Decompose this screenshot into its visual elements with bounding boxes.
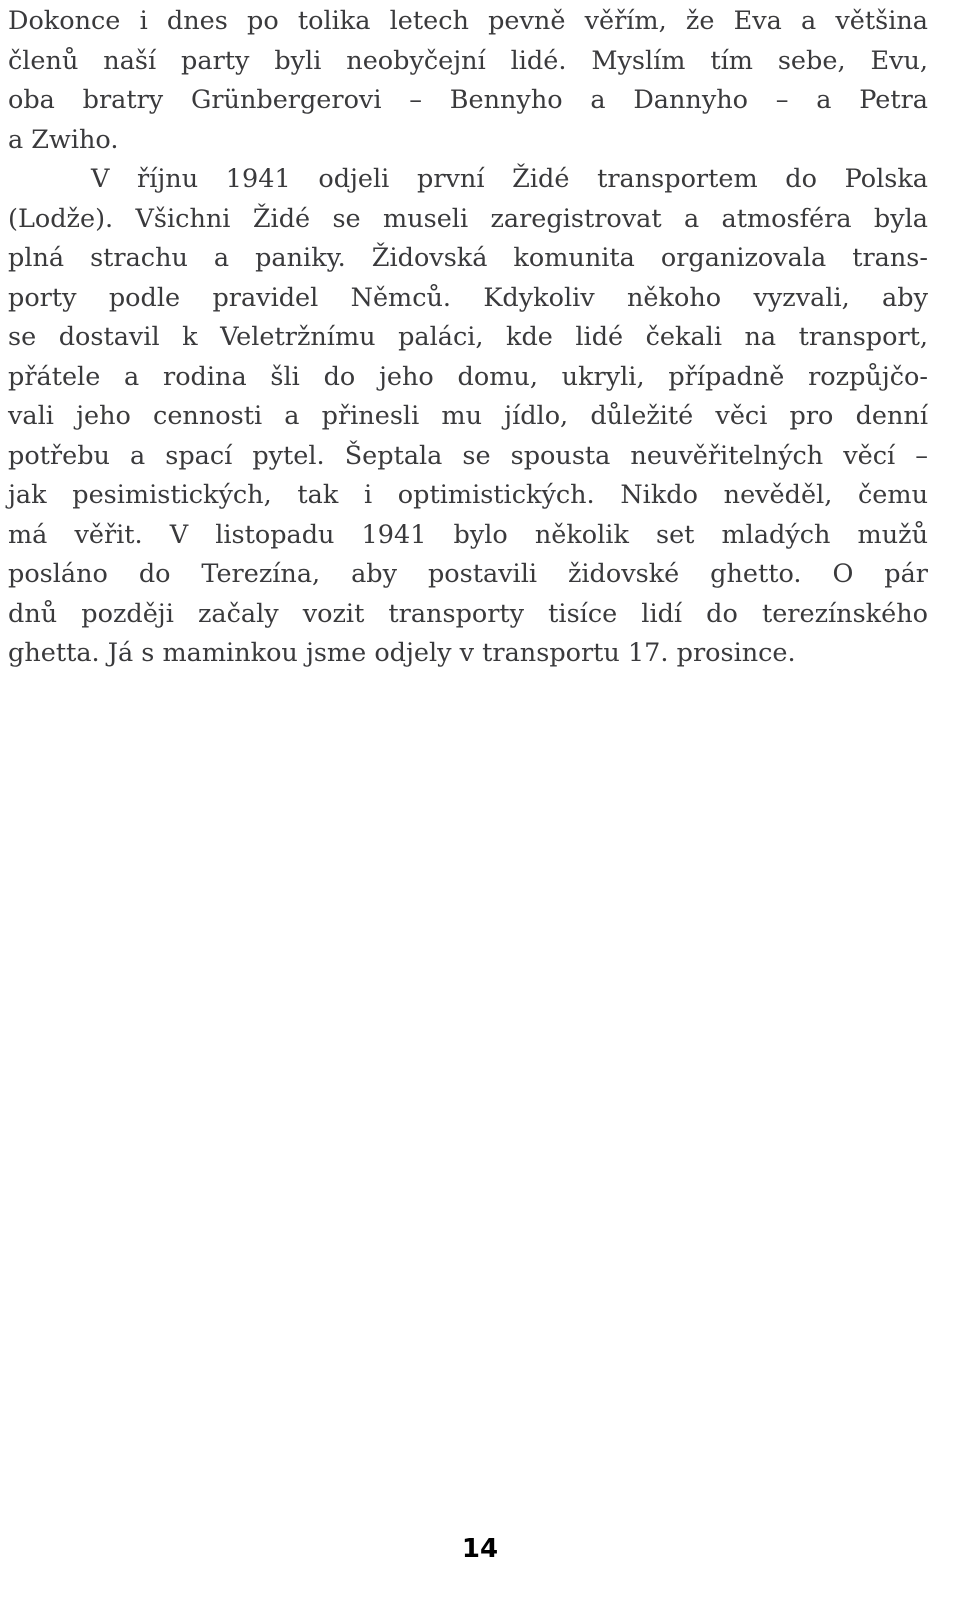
text-line: oba bratry Grünbergerovi – Bennyho a Dannyho – a Petra	[8, 85, 928, 115]
text-line: má věřit. V listopadu 1941 bylo několik set mladých mužů	[8, 519, 928, 550]
text-line: a Zwiho.	[8, 124, 119, 155]
text-line: vali jeho cennosti a přinesli mu jídlo, důležité věci pro denní	[8, 401, 928, 431]
text-line: plná strachu a paniky. Židovská komunita organizovala trans-	[8, 243, 928, 273]
text-line: ghetta. Já s maminkou jsme odjely v transportu 17. prosince.	[8, 638, 796, 668]
text-line: přátele a rodina šli do jeho domu, ukryli, případně rozpůjčo-	[8, 361, 928, 392]
text-line: dnů později začaly vozit transporty tisíce lidí do terezínského	[8, 598, 928, 629]
text-line: se dostavil k Veletržnímu paláci, kde lidé čekali na transport,	[8, 322, 928, 352]
body-text	[8, 2, 928, 674]
text-line: (Lodže). Všichni Židé se museli zaregistrovat a atmosféra byla	[8, 203, 928, 234]
text-line: členů naší party byli neobyčejní lidé. Myslím tím sebe, Evu,	[8, 45, 928, 76]
text-line: potřebu a spací pytel. Šeptala se spousta neuvěřitelných věcí –	[8, 440, 928, 471]
text-line: V říjnu 1941 odjeli první Židé transportem do Polska	[8, 164, 928, 194]
text-line: Dokonce i dnes po tolika letech pevně věřím, že Eva a většina	[8, 6, 928, 36]
page-number: 14	[461, 1534, 499, 1564]
text-line: jak pesimistických, tak i optimistických. Nikdo nevěděl, čemu	[8, 480, 928, 510]
text-line: posláno do Terezína, aby postavili židovské ghetto. O pár	[8, 559, 928, 589]
text-line: porty podle pravidel Němců. Kdykoliv někoho vyzvali, aby	[8, 282, 928, 313]
